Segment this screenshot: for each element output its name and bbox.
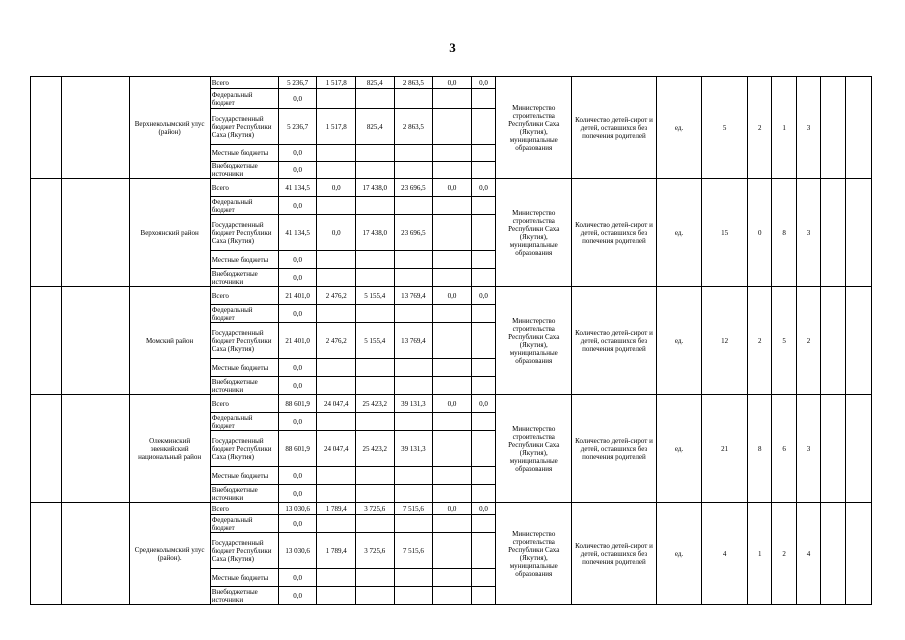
year1-cell: 0,0	[317, 215, 356, 251]
table-row	[31, 77, 872, 89]
year4-cell: 0,0	[433, 179, 472, 197]
year1-cell	[317, 305, 356, 323]
year5-cell	[471, 515, 495, 533]
year1-cell	[317, 269, 356, 287]
year3-cell	[394, 162, 433, 179]
total-cell: 0,0	[278, 89, 317, 109]
year1-cell	[317, 197, 356, 215]
year5-cell: 0,0	[471, 287, 495, 305]
empty-cell	[821, 287, 845, 395]
total-cell: 0,0	[278, 377, 317, 395]
year3-cell	[394, 269, 433, 287]
year1-cell: 1 517,8	[317, 77, 356, 89]
year5-cell	[471, 431, 495, 467]
year2-cell	[356, 305, 395, 323]
source-cell: Всего	[210, 395, 278, 413]
source-cell: Федеральный бюджет	[210, 515, 278, 533]
source-cell: Всего	[210, 503, 278, 515]
target-year2-cell: 1	[772, 77, 796, 179]
year5-cell: 0,0	[471, 77, 495, 89]
year3-cell: 7 515,6	[394, 533, 433, 569]
year2-cell: 5 155,4	[356, 287, 395, 305]
empty-cell	[845, 77, 871, 179]
target-year1-cell: 0	[748, 179, 772, 287]
target-year1-cell: 2	[748, 287, 772, 395]
year1-cell	[317, 515, 356, 533]
year5-cell	[471, 413, 495, 431]
year3-cell: 7 515,6	[394, 503, 433, 515]
total-cell: 0,0	[278, 197, 317, 215]
year4-cell	[433, 215, 472, 251]
total-cell: 0,0	[278, 569, 317, 587]
year5-cell	[471, 323, 495, 359]
total-cell: 0,0	[278, 269, 317, 287]
target-year3-cell: 3	[796, 395, 820, 503]
source-cell: Федеральный бюджет	[210, 305, 278, 323]
year2-cell	[356, 485, 395, 503]
year1-cell: 24 047,4	[317, 431, 356, 467]
indicator-cell: Количество детей-сирот и детей, оставшихся без попечения родителей	[572, 503, 656, 605]
year1-cell	[317, 377, 356, 395]
year4-cell	[433, 251, 472, 269]
executor-cell: Министерство строительства Республики Саха (Якутия), муниципальные образования	[496, 77, 572, 179]
year2-cell	[356, 145, 395, 162]
empty-cell	[821, 503, 845, 605]
year3-cell	[394, 587, 433, 605]
table-row	[31, 179, 872, 197]
year1-cell	[317, 413, 356, 431]
year5-cell	[471, 533, 495, 569]
target-total-cell: 4	[702, 503, 748, 605]
year1-cell: 1 789,4	[317, 503, 356, 515]
year3-cell: 39 131,3	[394, 395, 433, 413]
year5-cell	[471, 215, 495, 251]
year2-cell: 25 423,2	[356, 431, 395, 467]
target-year2-cell: 6	[772, 395, 796, 503]
executor-cell: Министерство строительства Республики Саха (Якутия), муниципальные образования	[496, 503, 572, 605]
table-row	[31, 395, 872, 413]
year5-cell	[471, 467, 495, 485]
year3-cell: 13 769,4	[394, 287, 433, 305]
year5-cell	[471, 251, 495, 269]
indicator-cell: Количество детей-сирот и детей, оставшихся без попечения родителей	[572, 287, 656, 395]
year2-cell	[356, 269, 395, 287]
total-cell: 88 601,9	[278, 395, 317, 413]
target-year3-cell: 3	[796, 77, 820, 179]
source-cell: Всего	[210, 77, 278, 89]
year2-cell: 17 438,0	[356, 215, 395, 251]
unit-cell: ед.	[656, 503, 702, 605]
year5-cell: 0,0	[471, 179, 495, 197]
district-cell: Верхнеколымский улус (район)	[129, 77, 210, 179]
year3-cell: 2 863,5	[394, 77, 433, 89]
year4-cell	[433, 197, 472, 215]
total-cell: 0,0	[278, 145, 317, 162]
year4-cell	[433, 89, 472, 109]
year4-cell: 0,0	[433, 395, 472, 413]
empty-cell	[31, 503, 62, 605]
source-cell: Местные бюджеты	[210, 251, 278, 269]
target-total-cell: 5	[702, 77, 748, 179]
year3-cell	[394, 515, 433, 533]
target-total-cell: 21	[702, 395, 748, 503]
year1-cell	[317, 145, 356, 162]
year3-cell: 13 769,4	[394, 323, 433, 359]
year5-cell	[471, 89, 495, 109]
year3-cell	[394, 145, 433, 162]
year3-cell	[394, 305, 433, 323]
year4-cell	[433, 305, 472, 323]
total-cell: 0,0	[278, 467, 317, 485]
indicator-cell: Количество детей-сирот и детей, оставшихся без попечения родителей	[572, 395, 656, 503]
total-cell: 13 030,6	[278, 503, 317, 515]
year1-cell: 2 476,2	[317, 323, 356, 359]
year1-cell	[317, 89, 356, 109]
year3-cell	[394, 485, 433, 503]
empty-cell	[62, 179, 129, 287]
year1-cell: 1 517,8	[317, 109, 356, 145]
total-cell: 0,0	[278, 413, 317, 431]
source-cell: Местные бюджеты	[210, 359, 278, 377]
source-cell: Федеральный бюджет	[210, 89, 278, 109]
year1-cell: 0,0	[317, 179, 356, 197]
total-cell: 88 601,9	[278, 431, 317, 467]
total-cell: 0,0	[278, 485, 317, 503]
year5-cell	[471, 377, 495, 395]
year1-cell	[317, 162, 356, 179]
source-cell: Внебюджетные источники	[210, 269, 278, 287]
target-year1-cell: 1	[748, 503, 772, 605]
year2-cell	[356, 377, 395, 395]
total-cell: 21 401,0	[278, 287, 317, 305]
year4-cell	[433, 377, 472, 395]
year4-cell	[433, 569, 472, 587]
table-row	[31, 287, 872, 305]
target-year2-cell: 8	[772, 179, 796, 287]
source-cell: Всего	[210, 287, 278, 305]
year4-cell	[433, 587, 472, 605]
year4-cell	[433, 145, 472, 162]
year5-cell: 0,0	[471, 503, 495, 515]
table-row	[31, 503, 872, 515]
source-cell: Внебюджетные источники	[210, 162, 278, 179]
source-cell: Внебюджетные источники	[210, 587, 278, 605]
target-year2-cell: 2	[772, 503, 796, 605]
year3-cell: 2 863,5	[394, 109, 433, 145]
year3-cell: 23 696,5	[394, 215, 433, 251]
total-cell: 0,0	[278, 587, 317, 605]
empty-cell	[821, 77, 845, 179]
year3-cell	[394, 377, 433, 395]
year2-cell	[356, 162, 395, 179]
table-body	[31, 77, 872, 605]
year5-cell	[471, 145, 495, 162]
source-cell: Федеральный бюджет	[210, 413, 278, 431]
district-cell: Среднеколымский улус (район).	[129, 503, 210, 605]
target-total-cell: 15	[702, 179, 748, 287]
empty-cell	[31, 287, 62, 395]
year5-cell	[471, 359, 495, 377]
empty-cell	[62, 287, 129, 395]
year3-cell	[394, 197, 433, 215]
empty-cell	[845, 395, 871, 503]
year1-cell: 24 047,4	[317, 395, 356, 413]
year5-cell	[471, 269, 495, 287]
year5-cell	[471, 162, 495, 179]
target-year1-cell: 2	[748, 77, 772, 179]
year2-cell	[356, 89, 395, 109]
year1-cell	[317, 485, 356, 503]
target-year3-cell: 4	[796, 503, 820, 605]
program-table	[30, 76, 872, 605]
total-cell: 0,0	[278, 359, 317, 377]
target-year2-cell: 5	[772, 287, 796, 395]
empty-cell	[845, 287, 871, 395]
source-cell: Государственный бюджет Республики Саха (Якутия)	[210, 533, 278, 569]
page-number: 3	[449, 40, 456, 55]
year3-cell	[394, 89, 433, 109]
unit-cell: ед.	[656, 77, 702, 179]
empty-cell	[31, 395, 62, 503]
indicator-cell: Количество детей-сирот и детей, оставшихся без попечения родителей	[572, 77, 656, 179]
source-cell: Федеральный бюджет	[210, 197, 278, 215]
total-cell: 5 236,7	[278, 109, 317, 145]
year1-cell	[317, 251, 356, 269]
year1-cell: 2 476,2	[317, 287, 356, 305]
source-cell: Государственный бюджет Республики Саха (Якутия)	[210, 215, 278, 251]
source-cell: Местные бюджеты	[210, 467, 278, 485]
empty-cell	[62, 77, 129, 179]
year4-cell	[433, 485, 472, 503]
year2-cell: 825,4	[356, 77, 395, 89]
year3-cell	[394, 251, 433, 269]
total-cell: 0,0	[278, 162, 317, 179]
year4-cell	[433, 162, 472, 179]
year3-cell	[394, 467, 433, 485]
year2-cell: 17 438,0	[356, 179, 395, 197]
year4-cell: 0,0	[433, 287, 472, 305]
indicator-cell: Количество детей-сирот и детей, оставшихся без попечения родителей	[572, 179, 656, 287]
target-year3-cell: 3	[796, 179, 820, 287]
year2-cell: 825,4	[356, 109, 395, 145]
year5-cell	[471, 587, 495, 605]
executor-cell: Министерство строительства Республики Саха (Якутия), муниципальные образования	[496, 395, 572, 503]
unit-cell: ед.	[656, 395, 702, 503]
year2-cell	[356, 251, 395, 269]
year2-cell: 3 725,6	[356, 503, 395, 515]
district-cell: Олекминский эвенкийский национальный район	[129, 395, 210, 503]
source-cell: Внебюджетные источники	[210, 485, 278, 503]
empty-cell	[845, 179, 871, 287]
year2-cell	[356, 515, 395, 533]
year4-cell	[433, 359, 472, 377]
year4-cell	[433, 515, 472, 533]
target-year3-cell: 2	[796, 287, 820, 395]
source-cell: Внебюджетные источники	[210, 377, 278, 395]
year2-cell: 5 155,4	[356, 323, 395, 359]
year3-cell	[394, 413, 433, 431]
source-cell: Государственный бюджет Республики Саха (Якутия)	[210, 109, 278, 145]
year2-cell	[356, 359, 395, 377]
empty-cell	[31, 77, 62, 179]
year4-cell	[433, 431, 472, 467]
total-cell: 5 236,7	[278, 77, 317, 89]
source-cell: Местные бюджеты	[210, 569, 278, 587]
year4-cell	[433, 269, 472, 287]
empty-cell	[31, 179, 62, 287]
executor-cell: Министерство строительства Республики Саха (Якутия), муниципальные образования	[496, 287, 572, 395]
year3-cell: 39 131,3	[394, 431, 433, 467]
total-cell: 21 401,0	[278, 323, 317, 359]
year4-cell	[433, 467, 472, 485]
year4-cell	[433, 533, 472, 569]
executor-cell: Министерство строительства Республики Саха (Якутия), муниципальные образования	[496, 179, 572, 287]
year1-cell	[317, 359, 356, 377]
year4-cell	[433, 413, 472, 431]
target-total-cell: 12	[702, 287, 748, 395]
year5-cell	[471, 305, 495, 323]
source-cell: Государственный бюджет Республики Саха (Якутия)	[210, 431, 278, 467]
year4-cell	[433, 109, 472, 145]
year2-cell: 25 423,2	[356, 395, 395, 413]
year5-cell	[471, 197, 495, 215]
year4-cell: 0,0	[433, 77, 472, 89]
source-cell: Местные бюджеты	[210, 145, 278, 162]
total-cell: 0,0	[278, 305, 317, 323]
year3-cell	[394, 359, 433, 377]
total-cell: 13 030,6	[278, 533, 317, 569]
year2-cell	[356, 587, 395, 605]
year5-cell	[471, 109, 495, 145]
year5-cell	[471, 569, 495, 587]
empty-cell	[821, 395, 845, 503]
total-cell: 0,0	[278, 515, 317, 533]
year5-cell: 0,0	[471, 395, 495, 413]
source-cell: Всего	[210, 179, 278, 197]
target-year1-cell: 8	[748, 395, 772, 503]
unit-cell: ед.	[656, 287, 702, 395]
year2-cell	[356, 197, 395, 215]
total-cell: 41 134,5	[278, 215, 317, 251]
year3-cell	[394, 569, 433, 587]
year3-cell: 23 696,5	[394, 179, 433, 197]
unit-cell: ед.	[656, 179, 702, 287]
year1-cell	[317, 569, 356, 587]
year1-cell	[317, 587, 356, 605]
empty-cell	[821, 179, 845, 287]
total-cell: 41 134,5	[278, 179, 317, 197]
empty-cell	[62, 395, 129, 503]
year4-cell	[433, 323, 472, 359]
total-cell: 0,0	[278, 251, 317, 269]
year4-cell: 0,0	[433, 503, 472, 515]
year1-cell: 1 789,4	[317, 533, 356, 569]
empty-cell	[845, 503, 871, 605]
year2-cell	[356, 467, 395, 485]
year2-cell: 3 725,6	[356, 533, 395, 569]
empty-cell	[62, 503, 129, 605]
year5-cell	[471, 485, 495, 503]
district-cell: Верхоянский район	[129, 179, 210, 287]
year2-cell	[356, 569, 395, 587]
year1-cell	[317, 467, 356, 485]
source-cell: Государственный бюджет Республики Саха (Якутия)	[210, 323, 278, 359]
year2-cell	[356, 413, 395, 431]
district-cell: Момский район	[129, 287, 210, 395]
